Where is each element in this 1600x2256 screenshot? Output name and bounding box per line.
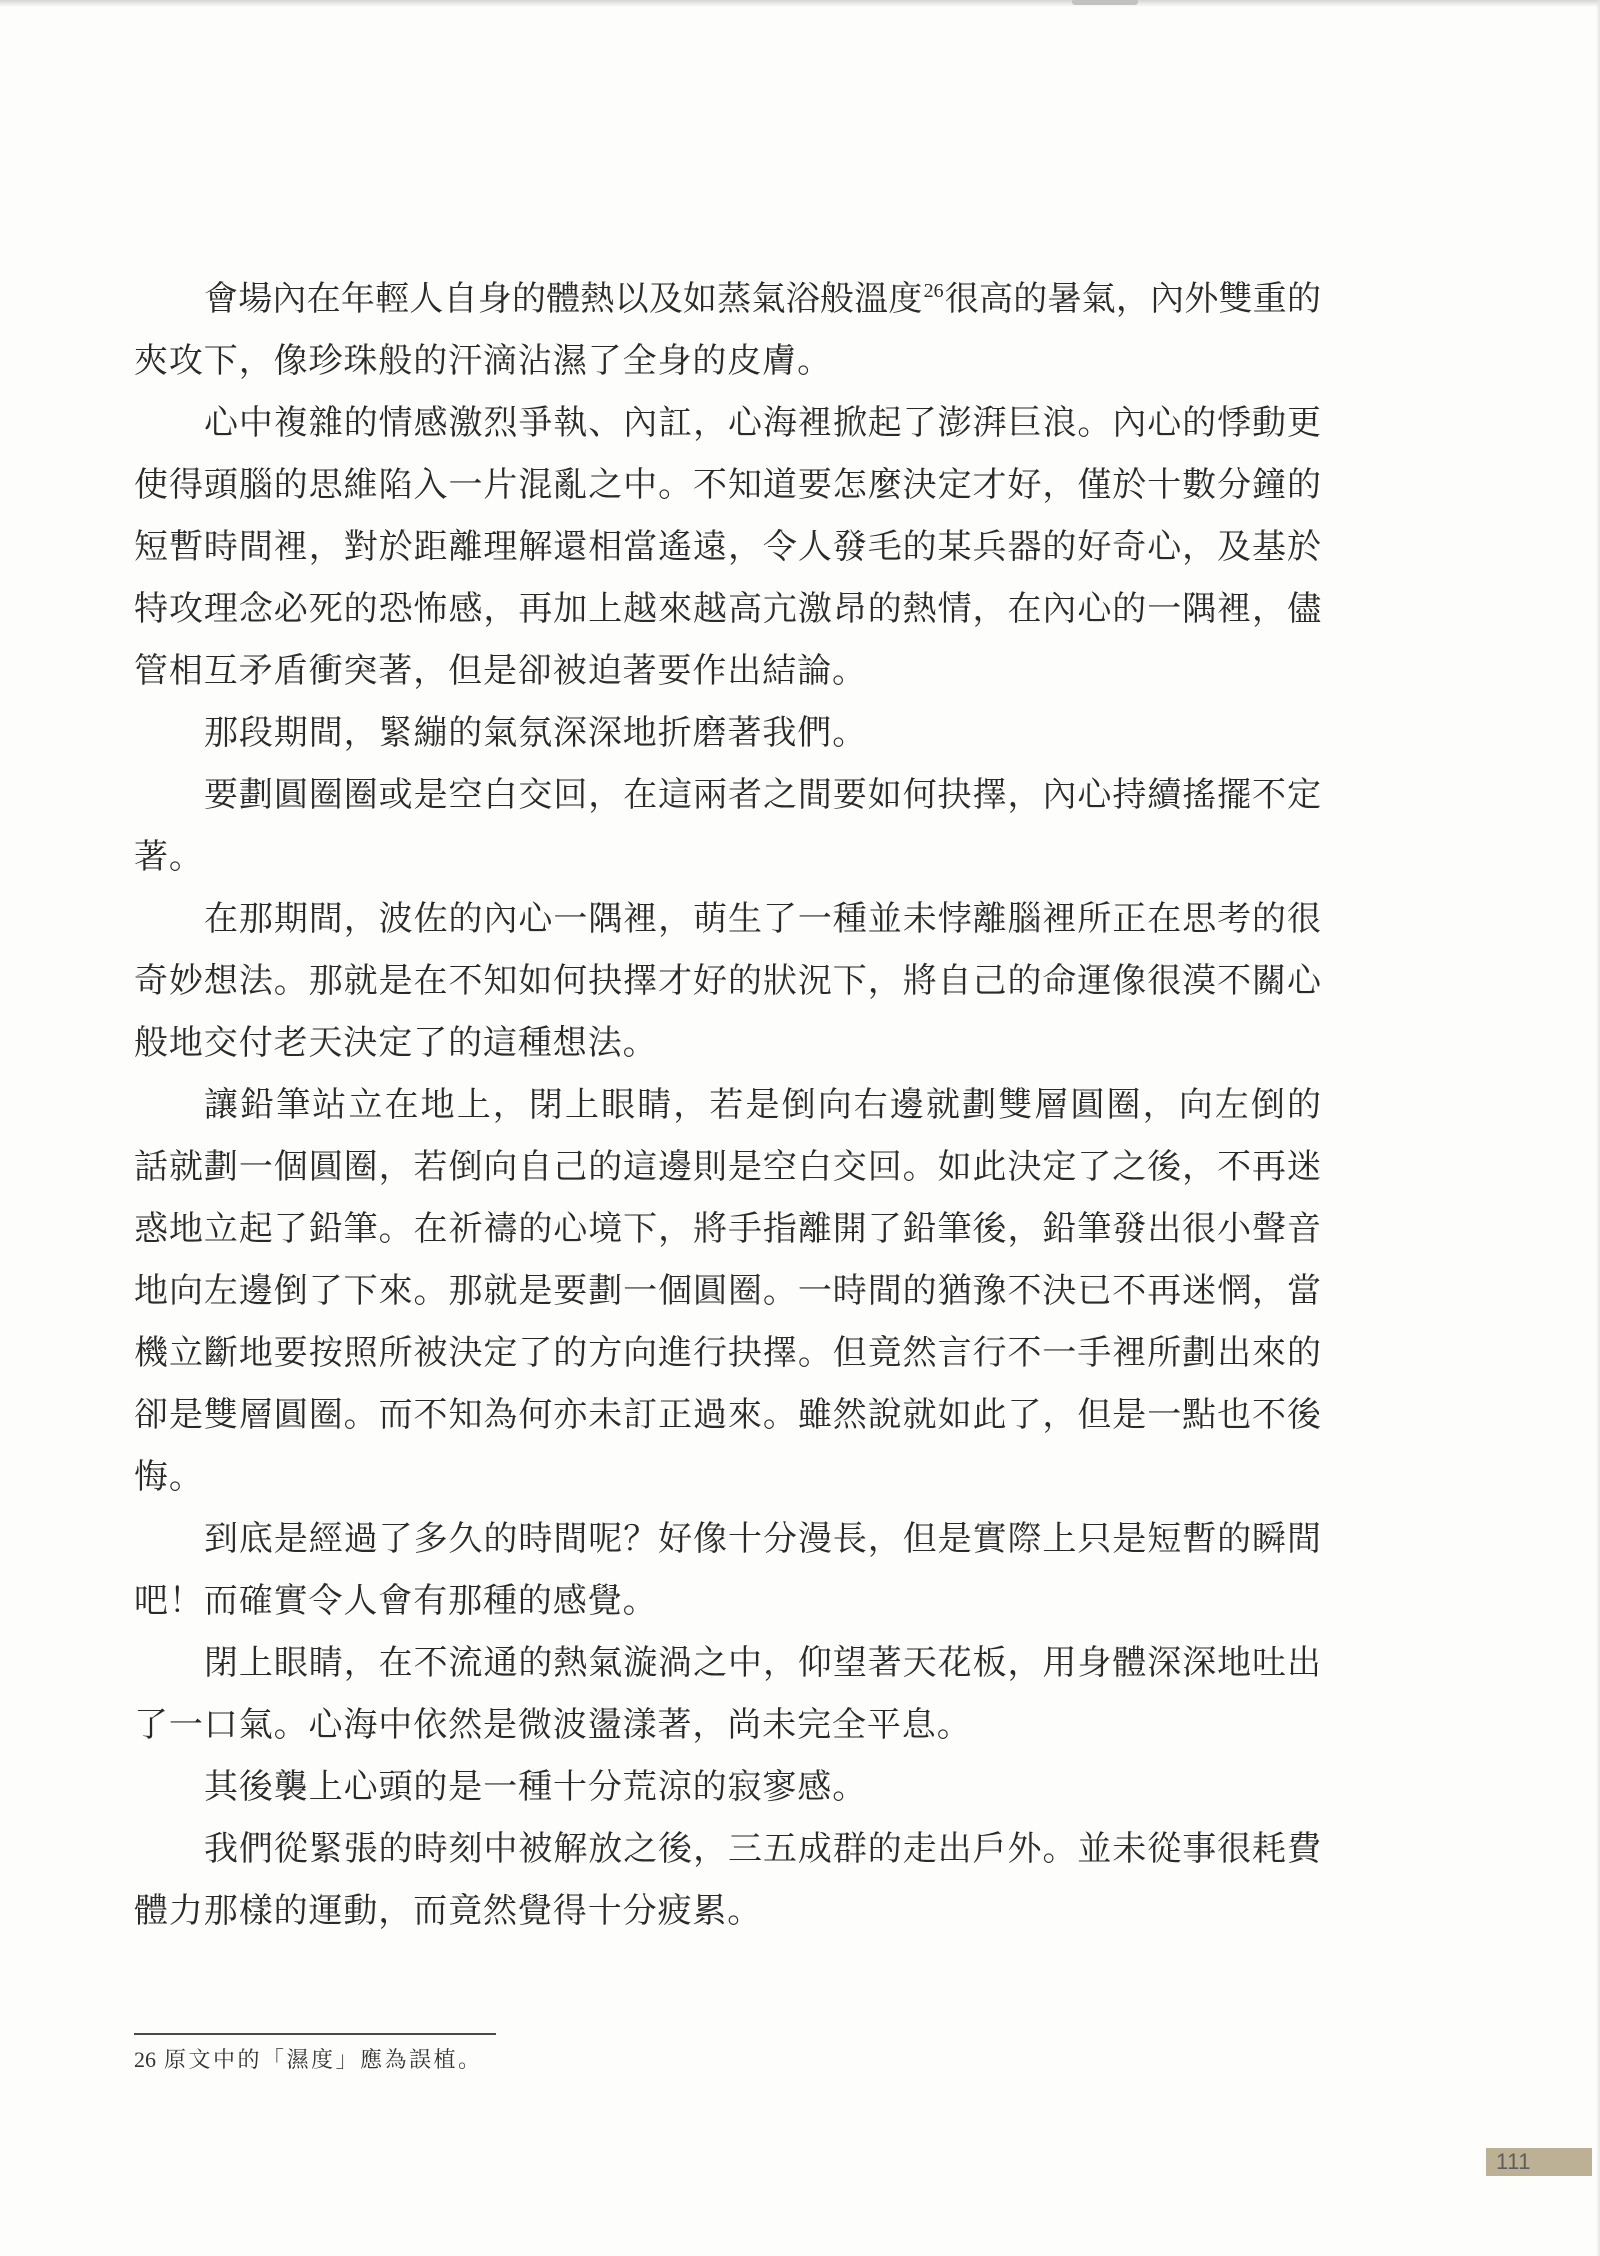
text-line: 管相互矛盾衝突著，但是卻被迫著要作出結論。 <box>134 651 867 691</box>
text-line: 到底是經過了多久的時間呢？好像十分漫長，但是實際上只是短暫的瞬間 <box>204 1519 1321 1559</box>
paragraph-4 <box>134 764 1321 888</box>
paragraph-6 <box>134 1074 1321 1508</box>
text-line: 悔。 <box>134 1457 204 1497</box>
footnote-text: 原文中的「濕度」應為誤植。 <box>164 2048 483 2073</box>
text-line: 機立斷地要按照所被決定了的方向進行抉擇。但竟然言行不一手裡所劃出來的 <box>134 1333 1321 1373</box>
paragraph-7 <box>134 1508 1321 1632</box>
page-number-tab <box>1486 2148 1592 2176</box>
scan-edge-right <box>1596 0 1600 2256</box>
text-segment: 會場內在年輕人自身的體熱以及如蒸氣浴般溫度 <box>204 279 923 319</box>
text-segment: 很高的暑氣，內外雙重的 <box>944 279 1321 319</box>
text-line: 短暫時間裡，對於距離理解還相當遙遠，令人發毛的某兵器的好奇心，及基於 <box>134 527 1321 567</box>
text-line: 了一口氣。心海中依然是微波盪漾著，尚未完全平息。 <box>134 1705 972 1745</box>
footnote-marker: 26 <box>134 2047 156 2072</box>
text-line: 讓鉛筆站立在地上，閉上眼睛，若是倒向右邊就劃雙層圓圈，向左倒的 <box>204 1085 1321 1125</box>
text-line: 吧！而確實令人會有那種的感覺。 <box>134 1581 658 1621</box>
text-line: 體力那樣的運動，而竟然覺得十分疲累。 <box>134 1891 763 1931</box>
text-line: 使得頭腦的思維陷入一片混亂之中。不知道要怎麼決定才好，僅於十數分鐘的 <box>134 465 1321 505</box>
text-line: 要劃圓圈圈或是空白交回，在這兩者之間要如何抉擇，內心持續搖擺不定 <box>204 775 1321 815</box>
text-line: 話就劃一個圓圈，若倒向自己的這邊則是空白交回。如此決定了之後，不再迷 <box>134 1147 1321 1187</box>
text-line <box>134 268 1321 330</box>
text-line: 卻是雙層圓圈。而不知為何亦未訂正過來。雖然說就如此了，但是一點也不後 <box>134 1395 1321 1435</box>
scan-edge-top <box>0 0 1600 7</box>
page-number: 111 <box>1496 2149 1531 2174</box>
text-line: 奇妙想法。那就是在不知如何抉擇才好的狀況下，將自己的命運像很漠不關心 <box>134 961 1321 1001</box>
scan-edge-mark <box>1072 0 1138 5</box>
text-line: 地向左邊倒了下來。那就是要劃一個圓圈。一時間的猶豫不決已不再迷惘，當 <box>134 1271 1321 1311</box>
text-line: 閉上眼睛，在不流通的熱氣漩渦之中，仰望著天花板，用身體深深地吐出 <box>204 1643 1321 1683</box>
body-text <box>134 268 1321 1942</box>
text-line: 惑地立起了鉛筆。在祈禱的心境下，將手指離開了鉛筆後，鉛筆發出很小聲音 <box>134 1209 1321 1249</box>
paragraph-8 <box>134 1632 1321 1756</box>
paragraph-3 <box>134 702 1321 764</box>
paragraph-2 <box>134 392 1321 702</box>
text-line: 在那期間，波佐的內心一隅裡，萌生了一種並未悖離腦裡所正在思考的很 <box>204 899 1321 939</box>
footnote-divider <box>134 2033 496 2035</box>
text-line: 般地交付老天決定了的這種想法。 <box>134 1023 658 1063</box>
footnote-reference: 26 <box>923 280 944 302</box>
text-line: 我們從緊張的時刻中被解放之後，三五成群的走出戶外。並未從事很耗費 <box>204 1829 1321 1869</box>
paragraph-9 <box>134 1756 1321 1818</box>
text-line: 其後襲上心頭的是一種十分荒涼的寂寥感。 <box>204 1767 868 1807</box>
text-line: 著。 <box>134 837 204 877</box>
text-line: 心中複雜的情感激烈爭執、內訌，心海裡掀起了澎湃巨浪。內心的悸動更 <box>204 403 1321 443</box>
paragraph-5 <box>134 888 1321 1074</box>
footnote <box>134 2045 483 2075</box>
text-line: 夾攻下，像珍珠般的汗滴沾濕了全身的皮膚。 <box>134 341 832 381</box>
paragraph-10 <box>134 1818 1321 1942</box>
text-line: 那段期間，緊繃的氣氛深深地折磨著我們。 <box>204 713 868 753</box>
paragraph-1 <box>134 268 1321 392</box>
text-line: 特攻理念必死的恐怖感，再加上越來越高亢激昂的熱情，在內心的一隅裡，儘 <box>134 589 1321 629</box>
